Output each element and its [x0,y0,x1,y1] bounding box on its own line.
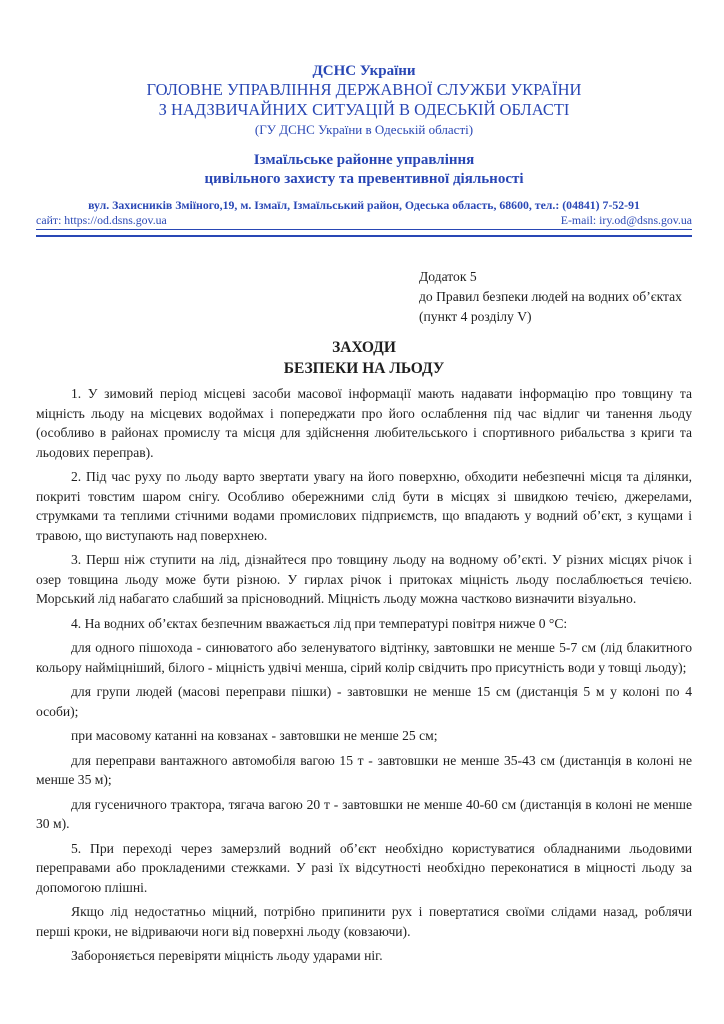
paragraph: 2. Під час руху по льоду варто звертати увагу на його поверхню, обходити небезпечні місця та ділянки, покриті товстим шаром снігу. Особливо обережними слід бути в місцях зі швидкою течією, джерелами, струмками та теплими стічними водами промислових підприємств, що впадають у водний об’єкт, з кущами і травою, що виступають над поверхнею. [36,469,692,543]
address-line: вул. Захисників Зміїного,19, м. Ізмаїл, Ізмаїльський район, Одеська область, 68600, тел.: (04841) 7-52-91 [88,198,640,212]
department-line1: Ізмаїльське районне управління [253,152,475,168]
contact-links-row [36,213,692,230]
annex-reference [419,267,692,327]
website-link[interactable]: сайт: https://od.dsns.gov.ua [36,213,167,227]
paragraph: для гусеничного трактора, тягача вагою 20 т - завтовшки не менше 40-60 см (дистанція в колоні не менше 30 м). [36,796,692,831]
email-link[interactable]: E-mail: iry.od@dsns.gov.ua [560,213,692,227]
paragraph: 4. На водних об’єктах безпечним вважається лід при температурі повітря нижче 0 °С: [71,615,568,631]
letterhead [36,62,692,237]
annex-number: Додаток 5 [419,269,477,284]
letterhead-divider [36,235,692,237]
paragraph: 1. У зимовий період місцеві засоби масової інформації мають надавати інформацію про товщину та міцність льоду на місцевих водоймах і попереджати про його ослаблення під час відлиг чи танення льоду (особливо в районах промислу та місця для здійснення любительського і спортивного рибальства з криги та льодових переправ). [36,386,692,460]
title-line2: БЕЗПЕКИ НА ЛЬОДУ [283,360,445,377]
org-name-short: ДСНС України [312,63,416,79]
document-body [36,384,692,966]
department-line2: цивільного захисту та превентивної діяльності [204,171,524,187]
org-name-line1: ГОЛОВНЕ УПРАВЛІННЯ ДЕРЖАВНОЇ СЛУЖБИ УКРАЇНИ [146,80,582,99]
paragraph: для групи людей (масові переправи пішки) - завтовшки не менше 15 см (дистанція 5 м у колоні по 4 особи); [36,684,692,719]
paragraph: Забороняється перевіряти міцність льоду ударами ніг. [71,948,383,963]
title-line1: ЗАХОДИ [332,339,396,356]
paragraph: 5. При переході через замерзлий водний об’єкт необхідно користуватися обладнаними льодовими переправами або прокладеними стежками. У разі їх відсутності необхідно переконатися в міцності льоду за допомогою плішні. [36,840,692,895]
paragraph: для переправи вантажного автомобіля вагою 15 т - завтовшки не менше 35-43 см (дистанція в колоні не менше 35 м); [36,752,692,787]
annex-clause: (пункт 4 розділу V) [419,309,532,324]
paragraph: при масовому катанні на ковзанах - завтовшки не менше 25 см; [71,728,438,743]
org-name-line2: З НАДЗВИЧАЙНИХ СИТУАЦІЙ В ОДЕСЬКІЙ ОБЛАСТІ [158,100,570,119]
annex-source: до Правил безпеки людей на водних об’єктах [419,289,682,304]
paragraph: Якщо лід недостатньо міцний, потрібно припинити рух і повертатися своїми слідами назад, роблячи перші кроки, не відриваючи ноги від поверхні льоду (ковзаючи). [36,904,692,939]
department-block [36,151,692,189]
document-title [36,337,692,379]
paragraph: 3. Перш ніж ступити на лід, дізнайтеся про товщину льоду на водному об’єкті. У різних місцях річок і озер товщина льоду може бути різною. У гирлах річок і притоках міцність льоду послаблюється течією. Морський лід набагато слабший за прісноводний. Міцність льоду можна частково визначити візуально. [36,552,692,606]
paragraph: для одного пішохода - синюватого або зеленуватого відтінку, завтовшки не менше 5-7 см (лід блакитного кольору найміцніший, білого - міцність удвічі менша, сірий колір свідчить про присутність води у товщі льоду); [36,640,692,675]
org-abbreviation: (ГУ ДСНС України в Одеській області) [254,122,474,137]
